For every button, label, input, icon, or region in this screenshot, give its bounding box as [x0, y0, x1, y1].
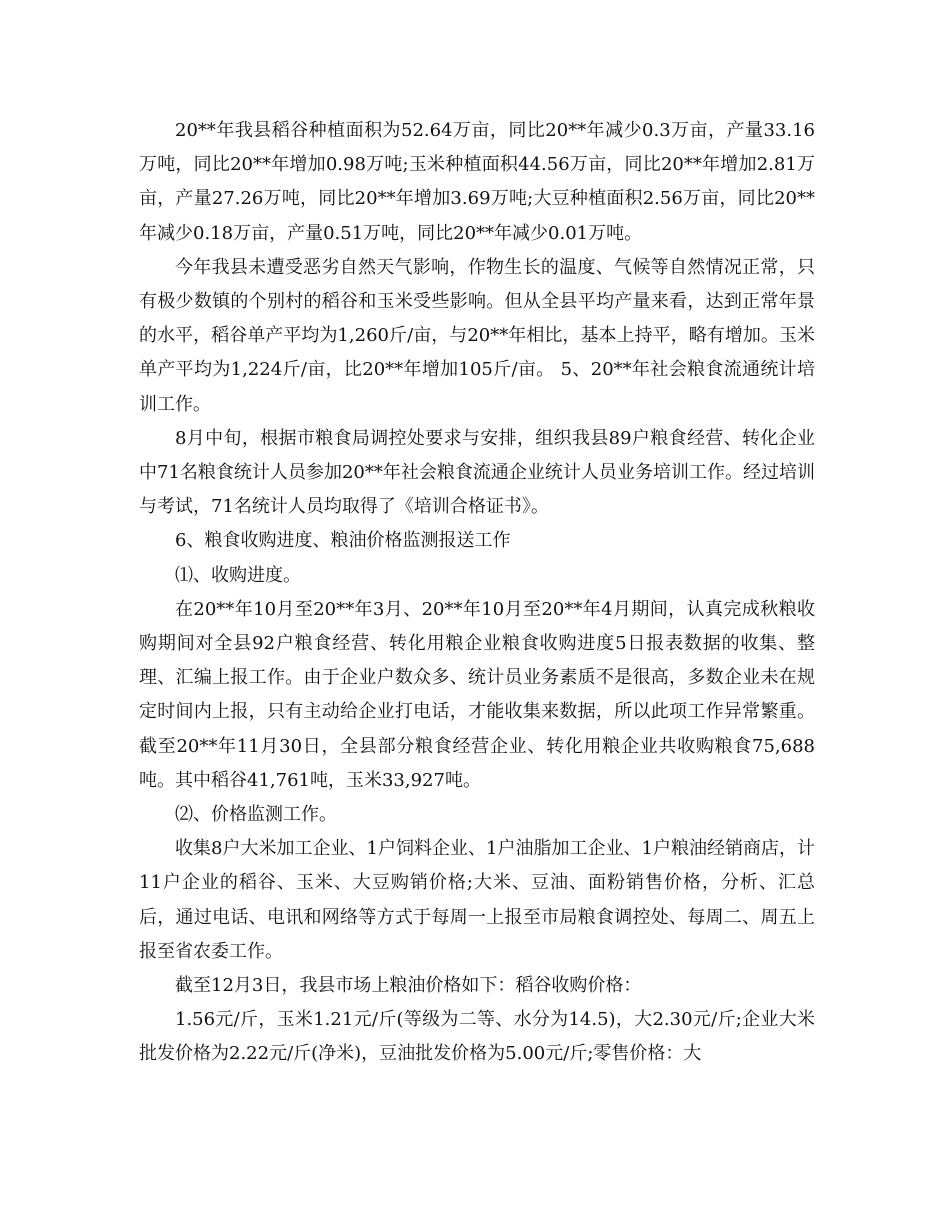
paragraph-training: 8月中旬，根据市粮食局调控处要求与安排，组织我县89户粮食经营、转化企业中71名粮食统计人员参加20**年社会粮食流通企业统计人员业务培训工作。经过培训与考试，71名统计人员均取得了《培训合格证书》。 — [139, 427, 815, 518]
subheading-purchase-progress: ⑴、收购进度。 — [175, 564, 301, 586]
paragraph-purchase-progress: 在20**年10月至20**年3月、20**年10月至20**年4月期间，认真完成秋粮收购期间对全县92户粮食经营、转化用粮企业粮食收购进度5日报表数据的收集、整理、汇编上报工作。由于企业户数众多、统计员业务素质不是很高，多数企业未在规定时间内上报，只有主动给企业打电话，才能收集来数据，所以此项工作异常繁重。截至20**年11月30日，全县部分粮食经营企业、转化用粮企业共收购粮食75,688吨。其中稻谷41,761吨，玉米33,927吨。 — [139, 598, 815, 791]
paragraph-price-monitoring: 收集8户大米加工企业、1户饲料企业、1户油脂加工企业、1户粮油经销商店，计11户企业的稻谷、玉米、大豆购销价格;大米、豆油、面粉销售价格，分析、汇总后，通过电话、电讯和网络等方式于每周一上报至市局粮食调控处、每周二、周五上报至省农委工作。 — [139, 838, 815, 962]
section-heading-purchase-price: 6、粮食收购进度、粮油价格监测报送工作 — [175, 530, 511, 552]
paragraph-crop-output: 20**年我县稻谷种植面积为52.64万亩，同比20**年减少0.3万亩，产量33.16万吨，同比20**年增加0.98万吨;玉米种植面积44.56万亩，同比20**年增加2.81万亩，产量27.26万吨，同比20**年增加3.69万吨;大豆种植面积2.56万亩，同比20**年减少0.18万亩，产量0.51万吨，同比20**年减少0.01万吨。 — [139, 120, 815, 244]
paragraph-weather-yield: 今年我县未遭受恶劣自然天气影响，作物生长的温度、气候等自然情况正常，只有极少数镇的个别村的稻谷和玉米受些影响。但从全县平均产量来看，达到正常年景的水平，稻谷单产平均为1,260斤/亩，与20**年相比，基本上持平，略有增加。玉米单产平均为1,224斤/亩，比20**年增加105斤/亩。 5、20**年社会粮食流通统计培训工作。 — [139, 256, 815, 415]
paragraph-market-prices-intro: 截至12月3日，我县市场上粮油价格如下：稻谷收购价格： — [175, 975, 642, 997]
document-body — [139, 114, 815, 1072]
subheading-price-monitoring: ⑵、价格监测工作。 — [175, 804, 337, 826]
paragraph-market-prices: 1.56元/斤，玉米1.21元/斤(等级为二等、水分为14.5)，大2.30元/斤;企业大米批发价格为2.22元/斤(净米)，豆油批发价格为5.00元/斤;零售价格：大 — [139, 1009, 815, 1065]
